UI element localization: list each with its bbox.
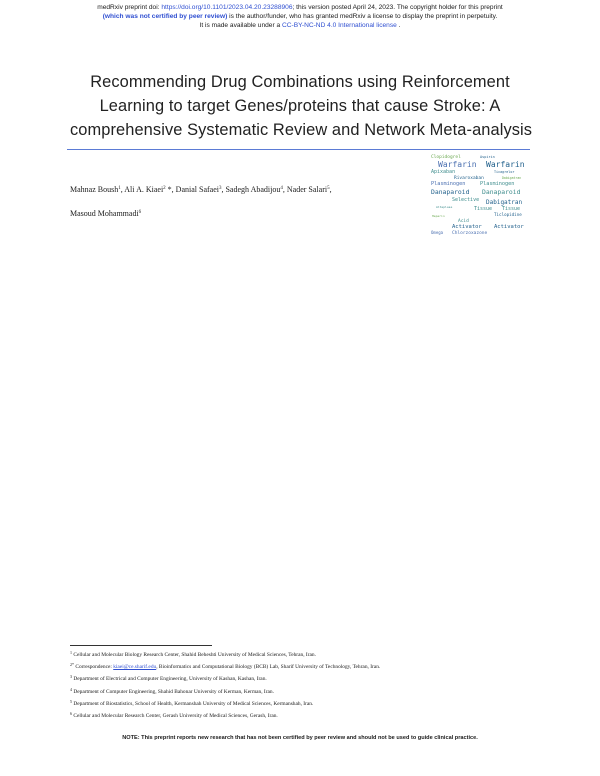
author-separator: , — [120, 185, 125, 194]
author-name: Sadegh Abadijou — [225, 185, 281, 194]
title-line-2: Learning to target Genes/proteins that cause Stroke: A — [99, 97, 501, 115]
title-line-3: comprehensive Systematic Review and Network Meta-analysis — [70, 121, 533, 139]
cloud-word: Heparin — [432, 214, 445, 218]
cloud-word: Ticagrelor — [494, 170, 515, 174]
cloud-word: Apixaban — [431, 169, 456, 175]
license-link[interactable]: CC-BY-NC-ND 4.0 International license — [281, 22, 397, 29]
cloud-word: Rivaroxaban — [454, 176, 484, 181]
footnote-marker: 3 — [70, 674, 72, 680]
header-line-1 — [0, 3, 600, 12]
author-line-2 — [70, 201, 430, 225]
footnote-marker: 2* — [70, 662, 74, 668]
footnote-text: Correspondence: — [74, 664, 114, 671]
cloud-word: Plasminogen — [480, 181, 515, 187]
author-list — [70, 177, 430, 225]
cloud-word: Aspirin — [480, 155, 495, 159]
footnote-marker: 1 — [70, 650, 72, 655]
footnote-marker: 6 — [70, 711, 72, 717]
author-affiliation: 5 — [327, 186, 330, 191]
header-line-2 — [0, 12, 600, 21]
author-separator: , — [221, 185, 226, 194]
cloud-word: Dabigatran — [486, 199, 523, 206]
author-affiliation: 6 — [138, 210, 142, 215]
cloud-word: Omega — [431, 230, 444, 235]
author-name: Danial Safaei — [175, 185, 219, 194]
title-line-1: Recommending Drug Combinations using Reinforcement — [90, 73, 510, 91]
author-affiliation: 3 — [218, 186, 222, 191]
author-name: Nader Salari — [286, 185, 328, 194]
preprint-header — [0, 3, 600, 30]
cloud-word: Danaparoid — [482, 188, 521, 196]
doi-link[interactable]: https://doi.org/10.1101/2023.04.20.23288906 — [161, 4, 293, 11]
cloud-word: Warfarin — [438, 160, 477, 169]
cloud-word: Selective — [452, 197, 480, 203]
cloud-word: Clopidogrel — [431, 155, 461, 160]
preprint-note: NOTE: This preprint reports new research that has not been certified by peer review and should not be used to guide clinical practice. — [122, 735, 478, 741]
drug-word-cloud — [430, 150, 530, 250]
author-separator: *, — [165, 185, 176, 194]
cloud-word: Acid — [458, 219, 469, 224]
footnote-text: Cellular and Molecular Research Center, Gerash University of Medical Sciences, Gerash, Iran. — [72, 713, 278, 720]
cloud-word: Danaparoid — [431, 188, 470, 196]
footnote-text: , Bioinformatics and Computational Biology (BCB) Lab, Sharif University of Technology, Tehran, Iran. — [156, 664, 381, 671]
footnote-5 — [70, 697, 540, 709]
author-affiliation: 1 — [118, 186, 121, 191]
cloud-word: Tissue — [474, 206, 493, 212]
author-separator: , — [282, 185, 287, 194]
header-line-3 — [0, 21, 600, 30]
header-license-text: is the author/funder, who has granted medRxiv a license to display the preprint in perpetuity. — [227, 13, 498, 20]
author-affiliation: 4 — [280, 186, 283, 191]
footnote-text: Department of Biostatistics, School of Health, Kermanshah University of Medical Sciences, Kermanshah, Iran. — [72, 700, 314, 707]
author-name: Ali A. Kiaei — [124, 185, 164, 194]
cloud-word: Ticlopidine — [494, 212, 522, 217]
footnote-1 — [70, 648, 540, 660]
footnotes — [70, 648, 540, 721]
header-doi-prefix: medRxiv preprint doi: — [97, 4, 162, 11]
cloud-word: Dabigatran — [502, 176, 522, 180]
paper-title — [70, 70, 533, 142]
cloud-word: Activator — [452, 224, 482, 230]
header-copyright-text: ; this version posted April 24, 2023. The copyright holder for this preprint — [292, 4, 503, 11]
footnote-4 — [70, 685, 540, 697]
footnote-divider — [70, 645, 212, 646]
footnote-3 — [70, 672, 540, 684]
author-name: Masoud Mohammadi — [70, 209, 139, 218]
cloud-word: Activator — [494, 224, 524, 230]
header-peer-review-note: (which was not certified by peer review) — [102, 13, 228, 20]
footnote-text: Cellular and Molecular Biology Research Center, Shahid Beheshti University of Medical Sciences, Tehran, Iran. — [72, 652, 316, 658]
cloud-word: Plasminogen — [431, 181, 466, 187]
footnote-text: Department of Electrical and Computer Engineering, University of Kashan, Kashan, Iran. — [72, 676, 267, 683]
author-name: Mahnaz Boush — [70, 185, 119, 194]
footnote-2 — [70, 660, 540, 672]
footnote-text: Department of Computer Engineering, Shahid Bahonar University of Kerman, Kerman, Iran. — [72, 688, 274, 695]
word-cloud-graphic — [430, 150, 530, 250]
author-affiliation: 2 — [163, 186, 166, 191]
author-line-1 — [70, 177, 430, 201]
author-separator: , — [329, 185, 332, 194]
footnote-6 — [70, 709, 540, 721]
header-license-suffix: . — [396, 22, 401, 29]
header-license-prefix: It is made available under a — [199, 22, 282, 29]
cloud-word: Tissue — [502, 206, 521, 212]
footnote-marker: 4 — [70, 686, 72, 692]
cloud-word: Alteplase — [436, 205, 453, 209]
cloud-word: Warfarin — [486, 160, 525, 169]
correspondence-email-link[interactable]: kiaei@ce.sharif.edu — [113, 664, 157, 671]
footnote-marker: 5 — [70, 698, 72, 704]
cloud-word: Chlorzoxazone — [452, 231, 488, 236]
